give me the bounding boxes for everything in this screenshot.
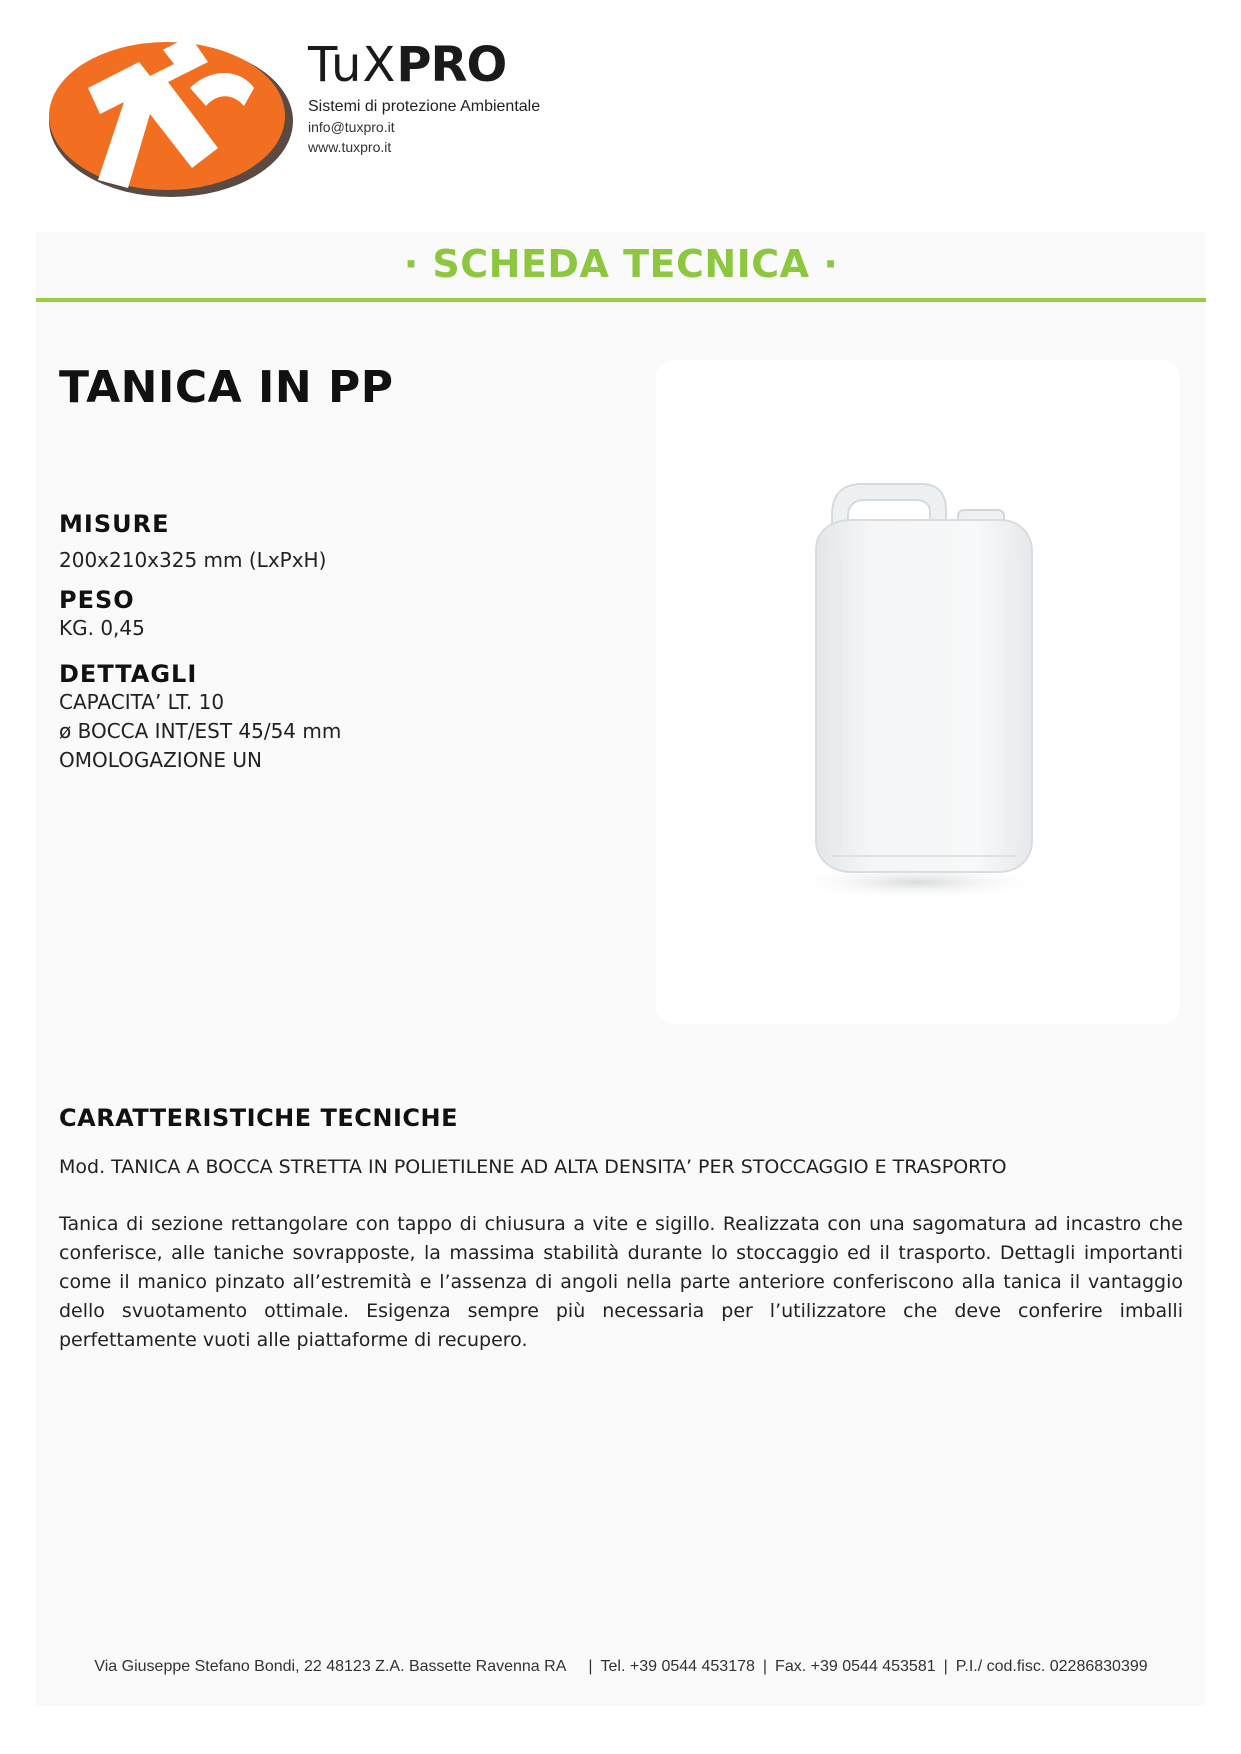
brand-block bbox=[308, 38, 540, 156]
spec-misure bbox=[59, 510, 326, 575]
features-heading: CARATTERISTICHE TECNICHE bbox=[59, 1104, 458, 1132]
banner-divider bbox=[36, 298, 1206, 302]
features-description: Tanica di sezione rettangolare con tappo di chiusura a vite e sigillo. Realizzata con una sagomatura ad incastro che conferisce, alle taniche sovrapposte, la massima stabilità durante lo stoccaggio ed il trasporto. Dettagli importanti come il manico pinzato all’estremità e l’assenza di angoli nella parte anteriore conferiscono alla tanica il vantaggio dello svuotamento ottimale. Esigenza sempre più necessaria per l’utilizzatore che deve conferire imballi perfettamente vuoti alle piattaforme di recupero. bbox=[59, 1213, 1183, 1351]
footer-fax: Fax. +39 0544 453581 bbox=[775, 1658, 936, 1675]
datasheet-banner: · SCHEDA TECNICA · bbox=[403, 242, 839, 286]
spec-misure-value: 200x210x325 mm (LxPxH) bbox=[59, 548, 327, 572]
tuxpro-logo bbox=[40, 28, 300, 206]
footer-vat: P.I./ cod.fisc. 02286830399 bbox=[955, 1658, 1148, 1675]
jerrycan-photo-icon bbox=[656, 360, 1180, 1024]
footer-contact: Via Giuseppe Stefano Bondi, 22 48123 Z.A. Bassette Ravenna RA | Tel. +39 0544 453178 | Fax. +39 0544 453581 | P.I./ cod.fisc. 02286830399 bbox=[94, 1658, 1148, 1675]
brand-name bbox=[308, 38, 540, 92]
datasheet-panel bbox=[36, 232, 1206, 1706]
product-title: TANICA IN PP bbox=[59, 362, 394, 413]
spec-peso bbox=[59, 586, 145, 643]
spec-dettagli-label: DETTAGLI bbox=[59, 660, 198, 688]
spec-dettagli-value: ø BOCCA INT/EST 45/54 mm bbox=[59, 719, 342, 743]
product-photo bbox=[656, 360, 1180, 1024]
footer-tel: Tel. +39 0544 453178 bbox=[600, 1658, 755, 1675]
footer-address: Via Giuseppe Stefano Bondi, 22 48123 Z.A. Bassette Ravenna RA bbox=[94, 1658, 567, 1675]
features-model: Mod. TANICA A BOCCA STRETTA IN POLIETILENE AD ALTA DENSITA’ PER STOCCAGGIO E TRASPORTO bbox=[59, 1156, 1007, 1178]
spec-dettagli-value: CAPACITA’ LT. 10 bbox=[59, 690, 225, 714]
spec-dettagli bbox=[59, 660, 341, 775]
brand-tagline: Sistemi di protezione Ambientale bbox=[308, 98, 541, 115]
brand-website[interactable]: www.tuxpro.it bbox=[308, 139, 392, 155]
brand-email[interactable]: info@tuxpro.it bbox=[308, 119, 395, 135]
spec-misure-label: MISURE bbox=[59, 510, 170, 538]
spec-peso-value: KG. 0,45 bbox=[59, 616, 145, 640]
brand-name-bold: PRO bbox=[396, 37, 507, 93]
brand-name-light: TuX bbox=[308, 37, 397, 93]
tuxpro-logo-icon bbox=[40, 28, 300, 206]
spec-peso-label: PESO bbox=[59, 586, 135, 614]
spec-dettagli-value: OMOLOGAZIONE UN bbox=[59, 748, 262, 772]
